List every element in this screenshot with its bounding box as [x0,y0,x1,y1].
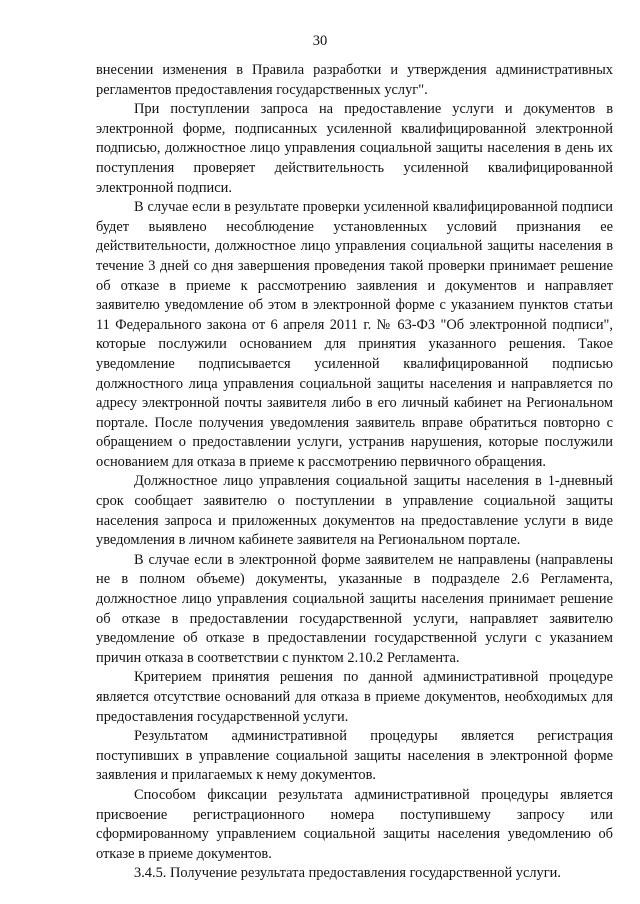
paragraph-continuation: внесении изменения в Правила разработки и утверждения административных регламентов предоставления государственных услуг". [96,62,613,98]
paragraph: Критерием принятия решения по данной административной процедуре является отсутствие оснований для отказа в приеме документов, необходимых для предоставления государственной услуги. [96,669,613,725]
paragraph: Должностное лицо управления социальной защиты населения в 1-дневный срок сообщает заявителю о поступлении в управление социальной защиты населения запроса и приложенных документов на предоставление услуги в виде уведомления в личном кабинете заявителя на Региональном портале. [96,473,613,549]
page-number: 30 [312,33,328,49]
paragraph: Способом фиксации результата административной процедуры является присвоение регистрационного номера поступившему запросу или сформированному управлением социальной защиты населения уведомлению об отказе в приеме документов. [96,786,613,862]
paragraph: В случае если в результате проверки усиленной квалифицированной подписи будет выявлено несоблюдение установленных условий признания ее действительности, должностное лицо управления социальной защиты населения в течение 3 дней со дня завершения проведения такой проверки принимает решение об отказе в приеме к рассмотрению заявления и документов и направляет заявителю уведомление об этом в электронной форме с указанием пунктов статьи 11 Федерального закона от 6 апреля 2011 г. № 63-ФЗ "Об электронной подписи", которые послужили основанием для принятия указанного решения. Такое уведомление подписывается усиленной квалифицированной подписью должностного лица управления социальной защиты населения и направляется по адресу электронной почты заявителя либо в его личный кабинет на Региональном портале. После получения уведомления заявитель вправе обратиться повторно с обращением о предоставлении услуги, устранив нарушения, которые послужили основанием для отказа в приеме к рассмотрению первичного обращения. [96,199,613,470]
paragraph: При поступлении запроса на предоставление услуги и документов в электронной форме, подписанных усиленной квалифицированной электронной подписью, должностное лицо управления социальной защиты населения в день их поступления проверяет действительность усиленной квалифицированной электронной подписи. [96,101,613,196]
section-heading: 3.4.5. Получение результата предоставления государственной услуги. [134,865,561,882]
paragraph: Результатом административной процедуры является регистрация поступивших в управление социальной защиты населения в электронной форме заявления и прилагаемых к нему документов. [96,728,613,784]
paragraph: В случае если в электронной форме заявителем не направлены (направлены не в полном объеме) документы, указанные в подразделе 2.6 Регламента, должностное лицо управления социальной защиты населения принимает решение об отказе в предоставлении государственной услуги, направляет заявителю уведомление об отказе в предоставлении государственной услуги с указанием причин отказа в соответствии с пунктом 2.10.2 Регламента. [96,551,613,666]
body-text [96,61,613,884]
